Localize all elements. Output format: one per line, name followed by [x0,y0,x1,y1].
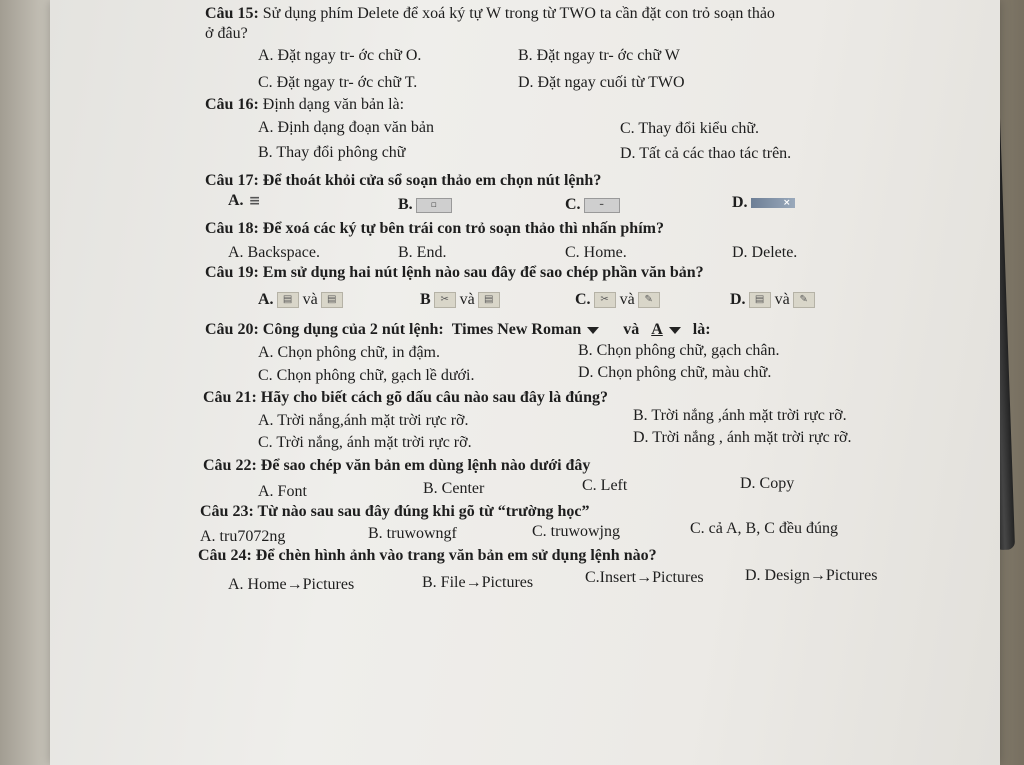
q16-option-d: D. Tất cả các thao tác trên. [620,145,792,162]
q18-option-d: D. Delete. [732,244,798,261]
q18-stem [205,219,664,239]
dropdown-arrow-icon [587,327,599,334]
q23-label: Câu 23: [200,503,254,520]
q24-option-a: A. Home→Pictures [228,576,355,593]
minimize-button-icon: – [584,198,620,213]
exam-sheet [50,0,1000,765]
q19-option-a [258,290,343,310]
cut-icon: ✂ [434,292,456,308]
q19-stem [205,263,704,283]
q18-option-a: A. Backspace. [228,244,320,261]
q23-option-c: C. truwowjng [532,523,620,540]
q17-label: Câu 17: [205,172,259,189]
q20-stem [205,320,711,340]
q17-option-b [398,195,452,215]
q18-option-b: B. End. [398,244,447,261]
q16-option-c: C. Thay đổi kiểu chữ. [620,120,760,137]
q19-option-d [730,290,815,310]
q17-option-d-label: D. [732,194,748,211]
q16-label: Câu 16: [205,96,259,113]
paste-icon: ▤ [478,292,500,308]
q21-option-b: B. Trời nắng ,ánh mặt trời rực rỡ. [633,407,847,424]
q19-option-c-and: và [619,291,635,308]
q19-option-b-label: B [420,291,431,308]
q20-tail: là: [692,321,711,338]
q17-option-c [565,195,620,215]
q23-option-a: A. tru7072ng [200,528,286,545]
font-name-box: Times New Roman [451,321,582,338]
q15-text-line2: ở đâu? [205,25,248,42]
q16-stem [205,95,404,115]
q21-label: Câu 21: [203,389,257,406]
q15-option-c: C. Đặt ngay tr- ớc chữ T. [258,74,418,91]
cut-icon: ✂ [594,292,616,308]
maximize-button-icon: ▫ [416,198,452,213]
menu-icon: ≡ [248,193,261,210]
q24-option-d: D. Design→Pictures [745,567,878,584]
q20-option-a: A. Chọn phông chữ, in đậm. [258,344,440,361]
dropdown-arrow-icon [669,327,681,334]
q20-option-c: C. Chọn phông chữ, gạch lề dưới. [258,367,475,384]
font-color-icon: A [651,321,663,338]
q19-option-b-and: và [459,291,475,308]
q18-label: Câu 18: [205,220,259,237]
q24-stem [198,546,657,566]
q20-text: Công dụng của 2 nút lệnh: [262,321,444,338]
q24-label: Câu 24: [198,547,252,564]
paste-icon: ▤ [749,292,771,308]
q15-option-b: B. Đặt ngay tr- ớc chữ W [518,47,680,64]
format-painter-icon: ✎ [638,292,660,308]
q21-option-c: C. Trời nắng, ánh mặt trời rực rỡ. [258,434,472,451]
q23-option-b: B. truwowngf [368,525,457,542]
paste-icon: ▤ [321,292,343,308]
q22-option-b: B. Center [423,480,485,497]
q22-option-c: C. Left [582,477,628,494]
q21-option-a: A. Trời nắng,ánh mặt trời rực rỡ. [258,412,469,429]
paste-icon: ▤ [277,292,299,308]
q15-stem [205,4,775,24]
close-title-bar-icon: × [751,198,795,208]
q17-option-c-label: C. [565,196,581,213]
q17-option-a-label: A. [228,192,244,209]
q17-option-a [228,191,263,211]
q15-option-d: D. Đặt ngay cuối từ TWO [518,74,685,91]
q19-option-d-label: D. [730,291,746,308]
q18-option-c: C. Home. [565,244,627,261]
q17-option-d [732,193,795,213]
q19-option-b [420,290,500,310]
q18-text: Để xoá các ký tự bên trái con trỏ soạn thảo thì nhấn phím? [262,220,664,237]
q19-option-a-and: và [302,291,318,308]
q24-option-b: B. File→Pictures [422,574,534,591]
q16-option-a: A. Định dạng đoạn văn bản [258,119,434,136]
q17-text: Để thoát khỏi cửa sổ soạn thảo em chọn nút lệnh? [262,172,602,189]
q19-label: Câu 19: [205,264,259,281]
q24-option-c: C.Insert→Pictures [585,569,704,586]
q16-text: Định dạng văn bản là: [262,96,405,113]
q15-label: Câu 15: [205,5,259,22]
q16-option-b: B. Thay đổi phông chữ [258,144,406,161]
q19-option-a-label: A. [258,291,274,308]
q24-text: Để chèn hình ảnh vào trang văn bản em sử dụng lệnh nào? [255,547,657,564]
q22-stem [203,456,590,476]
q20-option-d: D. Chọn phông chữ, màu chữ. [578,364,772,381]
q15-text: Sử dụng phím Delete để xoá ký tự W trong từ TWO ta cần đặt con trỏ soạn thảo [262,5,775,22]
q19-option-c-label: C. [575,291,591,308]
q22-option-d: D. Copy [740,475,795,492]
q20-option-b: B. Chọn phông chữ, gạch chân. [578,342,780,359]
q19-option-d-and: và [774,291,790,308]
q15-option-a: A. Đặt ngay tr- ớc chữ O. [258,47,422,64]
q21-stem [203,388,608,408]
q22-label: Câu 22: [203,457,257,474]
q19-option-c [575,290,660,310]
q21-text: Hãy cho biết cách gõ dấu câu nào sau đây là đúng? [260,389,608,406]
q20-and: và [623,321,640,338]
q17-option-b-label: B. [398,196,413,213]
q23-text: Từ nào sau sau đây đúng khi gõ từ “trường học” [257,503,590,520]
q19-text: Em sử dụng hai nút lệnh nào sau đây để sao chép phần văn bản? [262,264,704,281]
q20-label: Câu 20: [205,321,259,338]
q17-stem [205,171,601,191]
q21-option-d: D. Trời nắng , ánh mặt trời rực rỡ. [633,429,852,446]
q22-option-a: A. Font [258,483,307,500]
q23-option-d: C. cả A, B, C đều đúng [690,520,838,537]
q23-stem [200,502,589,522]
q22-text: Để sao chép văn bản em dùng lệnh nào dưới đây [260,457,591,474]
format-painter-icon: ✎ [793,292,815,308]
